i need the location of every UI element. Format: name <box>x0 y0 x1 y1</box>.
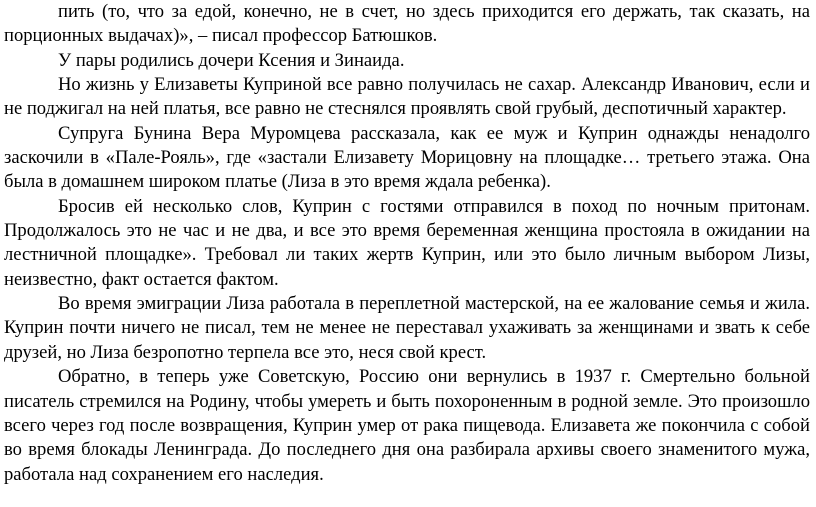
paragraph: У пары родились дочери Ксения и Зинаида. <box>58 49 405 71</box>
paragraph: пить (то, что за едой, конечно, не в счет, но здесь приходится его держать, так сказать, на порционных выдачах)», – писал профессор Батюшков. <box>4 1 810 47</box>
paragraph: Супруга Бунина Вера Муромцева рассказала, как ее муж и Куприн однажды ненадолго заскочили в «Пале-Рояль», где «застали Елизавету Морицовну на площадке… третьего этажа. Она была в домашнем широком платье (Лиза в это время ждала ребенка). <box>4 122 810 193</box>
paragraph: Обратно, в теперь уже Советскую, Россию они вернулись в 1937 г. Смертельно больной писатель стремился на Родину, чтобы умереть и быть похороненным в родной земле. Это произошло всего через год после возвращения, Куприн умер от рака пищевода. Елизавета же покончила с собой во время блокады Ленинграда. До последнего дня она разбирала архивы своего знаменитого мужа, работала над сохранением его наследия. <box>4 366 810 485</box>
paragraph: Бросив ей несколько слов, Куприн с гостями отправился в поход по ночным притонам. Продолжалось это не час и не два, и все это время беременная женщина простояла в ожидании на лестничной площадке». Требовал ли таких жертв Куприн, или это было личным выбором Лизы, неизвестно, факт остается фактом. <box>4 195 810 290</box>
paragraph: Но жизнь у Елизаветы Куприной все равно получилась не сахар. Александр Иванович, если и не поджигал на ней платья, все равно не стеснялся проявлять свой грубый, деспотичный характер. <box>4 74 810 120</box>
paragraph: Во время эмиграции Лиза работала в переплетной мастерской, на ее жалование семья и жила. Куприн почти ничего не писал, тем не менее не переставал ухаживать за женщинами и звать к себе друзей, но Лиза безропотно терпела все это, неся свой крест. <box>4 293 810 363</box>
document-body <box>4 0 810 487</box>
